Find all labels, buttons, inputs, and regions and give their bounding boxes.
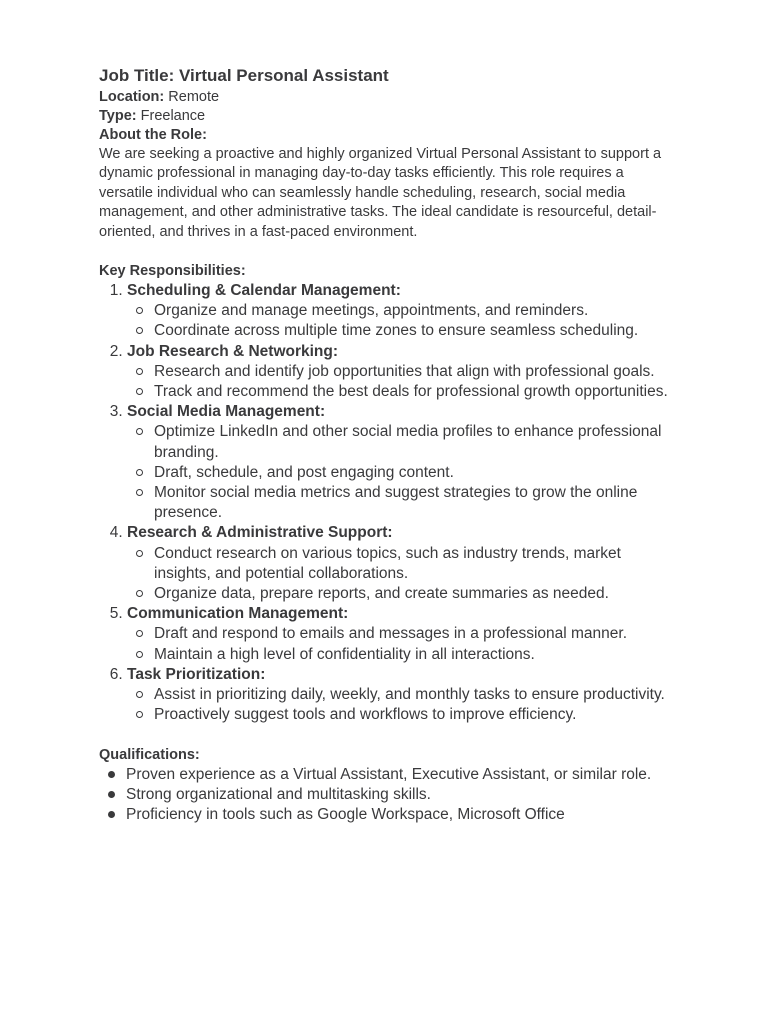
responsibility-points: [127, 544, 679, 605]
job-description-document: [99, 64, 679, 825]
qualifications-heading: Qualifications:: [99, 746, 200, 763]
responsibility-points: [127, 422, 679, 523]
responsibility-point: Proactively suggest tools and workflows to improve efficiency.: [154, 705, 679, 725]
responsibility-point: Organize and manage meetings, appointments, and reminders.: [154, 301, 679, 321]
responsibility-point: Draft, schedule, and post engaging content.: [154, 463, 679, 483]
responsibility-item: [127, 604, 679, 665]
responsibility-points: [127, 685, 679, 725]
location-label: Location:: [99, 89, 165, 105]
responsibility-point: Track and recommend the best deals for professional growth opportunities.: [154, 382, 679, 402]
qualification-item: Proven experience as a Virtual Assistant, Executive Assistant, or similar role.: [126, 765, 679, 785]
responsibility-points: [127, 301, 679, 341]
responsibility-point: Maintain a high level of confidentiality in all interactions.: [154, 645, 679, 665]
about-text: We are seeking a proactive and highly organized Virtual Personal Assistant to support a dynamic professional in managing day-to-day tasks efficiently. This role requires a versatile individual who can seamlessly handle scheduling, research, social media management, and other administrative tasks. The ideal candidate is resourceful, detail-oriented, and thrives in a fast-paced environment.: [99, 146, 662, 240]
about-heading: About the Role:: [99, 127, 207, 143]
responsibility-item: [127, 402, 679, 523]
responsibility-title: Job Research & Networking:: [127, 342, 339, 360]
responsibility-item: [127, 281, 679, 342]
type-value: Freelance: [140, 108, 206, 124]
responsibility-point: Draft and respond to emails and messages in a professional manner.: [154, 624, 679, 644]
responsibility-point: Research and identify job opportunities that align with professional goals.: [154, 362, 679, 382]
qualification-item: Proficiency in tools such as Google Workspace, Microsoft Office: [126, 805, 679, 825]
responsibility-title: Social Media Management:: [127, 403, 326, 421]
type-label: Type:: [99, 108, 137, 124]
location-line: [99, 88, 679, 107]
responsibility-points: [127, 624, 679, 664]
responsibility-point: Organize data, prepare reports, and create summaries as needed.: [154, 584, 679, 604]
responsibility-point: Assist in prioritizing daily, weekly, and monthly tasks to ensure productivity.: [154, 685, 679, 705]
responsibility-points: [127, 362, 679, 402]
responsibility-point: Optimize LinkedIn and other social media profiles to enhance professional branding.: [154, 422, 679, 462]
responsibility-item: [127, 523, 679, 604]
responsibility-title: Research & Administrative Support:: [127, 524, 393, 542]
job-title: Job Title: Virtual Personal Assistant: [99, 66, 389, 85]
responsibility-title: Scheduling & Calendar Management:: [127, 282, 401, 300]
responsibility-point: Coordinate across multiple time zones to ensure seamless scheduling.: [154, 321, 679, 341]
location-value: Remote: [168, 89, 220, 105]
responsibility-item: [127, 665, 679, 726]
responsibilities-list: [99, 281, 679, 725]
type-line: [99, 107, 679, 126]
responsibility-point: Conduct research on various topics, such as industry trends, market insights, and potential collaborations.: [154, 544, 679, 584]
responsibility-item: [127, 342, 679, 403]
responsibilities-heading: Key Responsibilities:: [99, 263, 246, 280]
qualifications-list: [99, 765, 679, 826]
responsibility-point: Monitor social media metrics and suggest strategies to grow the online presence.: [154, 483, 679, 523]
responsibility-title: Task Prioritization:: [127, 665, 266, 683]
responsibility-title: Communication Management:: [127, 605, 349, 623]
qualification-item: Strong organizational and multitasking skills.: [126, 785, 679, 805]
